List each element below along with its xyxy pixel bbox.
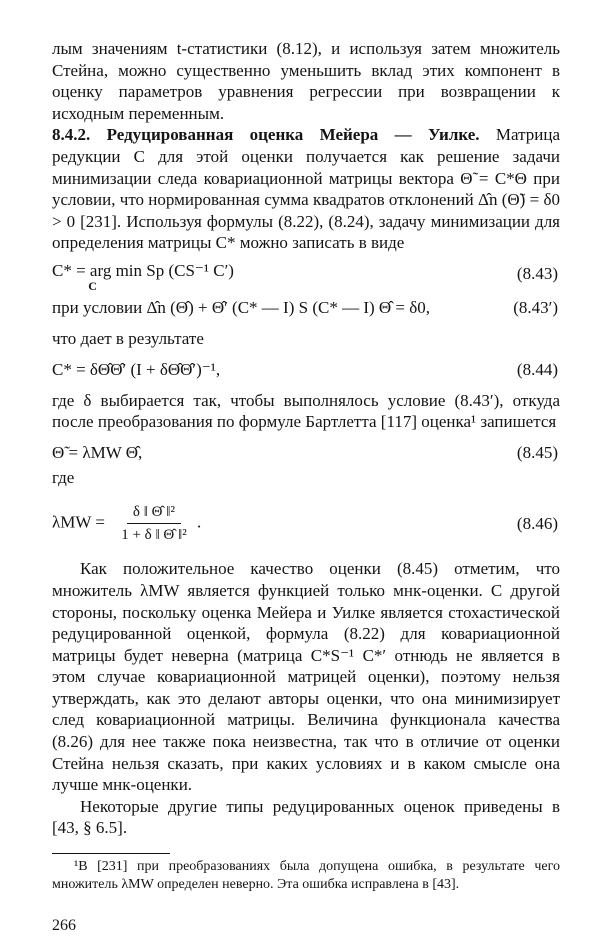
formula-8-45 (52, 439, 560, 467)
formula-8-46-tail: . (196, 512, 202, 532)
section-heading: 8.4.2. Редуцированная оценка Мейера — Уилке. (52, 125, 480, 145)
where-text: где (52, 467, 75, 487)
footnote-divider (52, 853, 170, 854)
formula-8-46-fraction (115, 501, 193, 546)
section-paragraph (52, 124, 560, 254)
formula-8-43-prime-expression: при условии Δ̂n (Θ̂) + Θ̂′ (C* — I) S (C* — I) Θ̂ = δ0, (52, 298, 431, 318)
formula-8-43-text: C* = arg min Sp (CS⁻¹ C′) (52, 260, 234, 280)
footnote: ¹В [231] при преобразованиях была допущена ошибка, в результате чего множитель λMW определен неверно. Эта ошибка исправлена в [43]. (52, 859, 560, 892)
section-text: Матрица редукции C для этой оценки получается как решение задачи минимизации следа ковариационной матрицы вектора Θ̃ = C*Θ при условии, что нормированная сумма квадратов отклонений Δ̂n (Θ̃) = δ0 > 0 [231]. Используя формулы (8.22), (8.24), задачу минимизации для определения матрицы C* можно записать в виде (52, 125, 560, 253)
formula-8-43-subscript: C (88, 279, 97, 294)
formula-8-44 (52, 356, 560, 384)
result-text: что дает в результате (52, 328, 204, 348)
formula-8-43-prime (52, 294, 560, 322)
formula-8-43-expression (52, 260, 234, 294)
delta-paragraph: где δ выбирается так, чтобы выполнялось условие (8.43′), откуда после преобразования по формуле Бартлетта [117] оценка¹ запишется (52, 390, 560, 432)
quality-paragraph: Как положительное качество оценки (8.45) отметим, что множитель λMW является функцией только мнк-оценки. С другой стороны, поскольку оценка Мейера и Уилке является стохастической редуцированной оценкой, формула (8.22) для ковариационной матрицы будет неверна (матрица C*S⁻¹ C*′ отнюдь не является в этом случае ковариационной матрицей оценки), поэтому нельзя утверждать, как это делают авторы оценки, что она минимизирует след ковариационной матрицы. Величина функционала качества (8.26) для нее также пока неизвестна, так что в отличие от оценки Стейна нельзя сказать, при каких условиях и в каком смысле она лучше мнк-оценки. (52, 559, 560, 795)
formula-8-44-expression: C* = δΘ̂Θ̂′ (I + δΘ̂Θ̂′)⁻¹, (52, 359, 221, 379)
book-page (52, 38, 560, 937)
intro-paragraph: лым значениям t-статистики (8.12), и используя затем множитель Стейна, можно существенно уменьшить вклад этих компонент в оценку параметров уравнения регрессии при возвращении к исходным переменным. (52, 39, 560, 123)
formula-8-46-expression (52, 501, 201, 546)
formula-8-43-number: (8.43) (516, 264, 558, 284)
formula-8-43-prime-number: (8.43′) (513, 298, 558, 318)
formula-8-45-number: (8.45) (516, 442, 558, 462)
formula-8-46-lhs: λMW = (52, 512, 105, 532)
formula-8-43 (52, 260, 560, 294)
formula-8-46-denominator: 1 + δ ‖ Θ̂ ‖² (121, 526, 187, 543)
formula-8-46-number: (8.46) (516, 513, 558, 533)
formula-8-44-number: (8.44) (516, 359, 558, 379)
formula-8-46 (52, 494, 560, 552)
other-estimates-paragraph: Некоторые другие типы редуцированных оценок приведены в [43, § 6.5]. (52, 796, 560, 838)
formula-8-46-numerator: δ ‖ Θ̂ ‖² (127, 501, 181, 524)
formula-8-45-expression: Θ̃ = λMW Θ̂, (52, 442, 143, 462)
page-number: 266 (52, 917, 76, 935)
